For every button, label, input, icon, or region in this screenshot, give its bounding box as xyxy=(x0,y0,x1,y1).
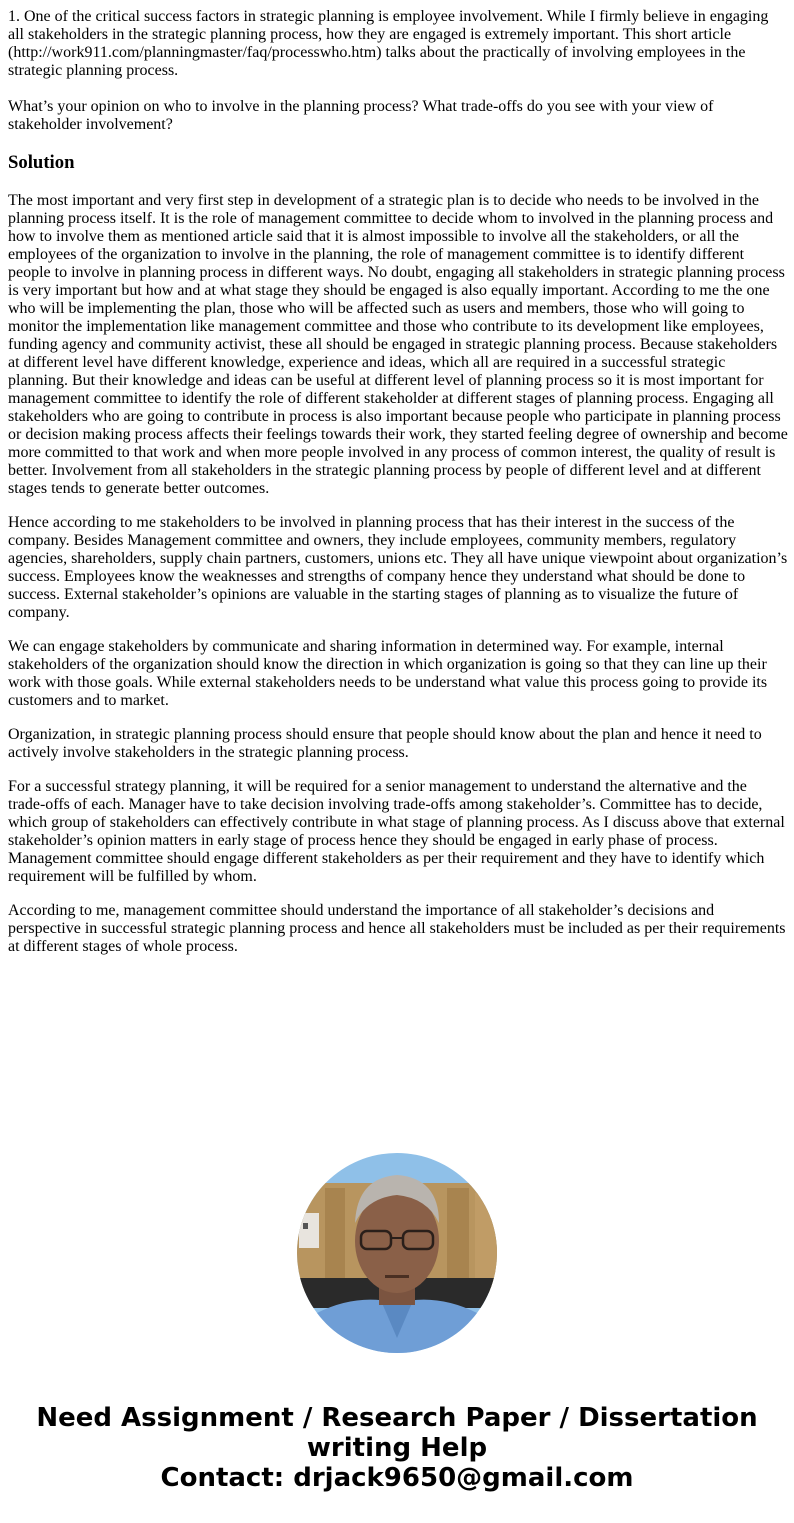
question-section xyxy=(8,8,788,134)
solution-paragraph: For a successful strategy planning, it will be required for a senior management to understand the alternative and the trade-offs of each. Manager have to take decision involving trade-offs among stakeholder’s. Committee has to decide, which group of stakeholders can effectively contribute in what stage of planning process. As I discuss above that external stakeholder’s opinion matters in early stage of process hence they should be engaged in early phase of process. Management committee should engage different stakeholders as per their requirement and they have to identify which requirement will be fulfilled by whom. xyxy=(8,778,785,885)
contact-banner xyxy=(0,1403,794,1493)
solution-paragraph: The most important and very first step in development of a strategic plan is to decide who needs to be involved in the planning process itself. It is the role of management committee to decide whom to involved in the planning process and how to involve them as mentioned article said that it is almost impossible to involve all the stakeholders, or all the employees of the organization to involve in the planning, the role of management committee is to identify different people to involve in planning process in different ways. No doubt, engaging all stakeholders in strategic planning process is very important but how and at what stage they should be engaged is also equally important. According to me the one who will be implementing the plan, those who will be affected such as users and members, those who will going to monitor the implementation like management committee and those who contribute to its development like employees, funding agency and community activist, these all should be engaged in strategic planning process. Because stakeholders at different level have different knowledge, experience and ideas, which all are required in a successful strategic planning. But their knowledge and ideas can be useful at different level of planning process so it is most important for management committee to identify the role of different stakeholder at different stages of planning process. Engaging all stakeholders who are going to contribute in process is also important because people who participate in planning process or decision making process affects their feelings towards their work, they started feeling degree of ownership and become more committed to that work and when more people involved in any process of common interest, the quality of result is better. Involvement from all stakeholders in the strategic planning process by people of different level and at different stages tends to generate better outcomes. xyxy=(8,192,788,497)
document-content xyxy=(8,8,788,972)
banner-line: writing Help xyxy=(306,1433,488,1463)
contact-email: Contact: drjack9650@gmail.com xyxy=(160,1463,634,1493)
avatar xyxy=(297,1153,497,1353)
line-break xyxy=(8,80,788,98)
solution-heading: Solution xyxy=(8,152,75,173)
avatar-portrait-icon xyxy=(297,1153,497,1353)
solution-body xyxy=(8,192,788,956)
banner-line: Need Assignment / Research Paper / Dissertation xyxy=(36,1403,758,1433)
solution-paragraph: Hence according to me stakeholders to be involved in planning process that has their interest in the success of the company. Besides Management committee and owners, they include employees, community members, regulatory agencies, shareholders, supply chain partners, customers, unions etc. They all have unique viewpoint about organization’s success. Employees know the weaknesses and strengths of company hence they understand what should be done to success. External stakeholder’s opinions are valuable in the starting stages of planning as to visualize the future of company. xyxy=(8,514,788,621)
solution-paragraph: According to me, management committee should understand the importance of all stakeholder’s decisions and perspective in successful strategic planning process and hence all stakeholders must be included as per their requirements at different stages of whole process. xyxy=(8,902,786,955)
solution-paragraph: Organization, in strategic planning process should ensure that people should know about the plan and hence it need to actively involve stakeholders in the strategic planning process. xyxy=(8,726,762,761)
question-paragraph: 1. One of the critical success factors in strategic planning is employee involvement. While I firmly believe in engaging all stakeholders in the strategic planning process, how they are engaged is extremely important. This short article (http://work911.com/planningmaster/faq/processwho.htm) talks about the practically of involving employees in the strategic planning process. xyxy=(8,8,769,79)
question-paragraph: What’s your opinion on who to involve in the planning process? What trade-offs do you see with your view of stakeholder involvement? xyxy=(8,98,714,133)
solution-paragraph: We can engage stakeholders by communicate and sharing information in determined way. For example, internal stakeholders of the organization should know the direction in which organization is going so that they can line up their work with those goals. While external stakeholders needs to be understand what value this process going to provide its customers and to market. xyxy=(8,638,768,709)
